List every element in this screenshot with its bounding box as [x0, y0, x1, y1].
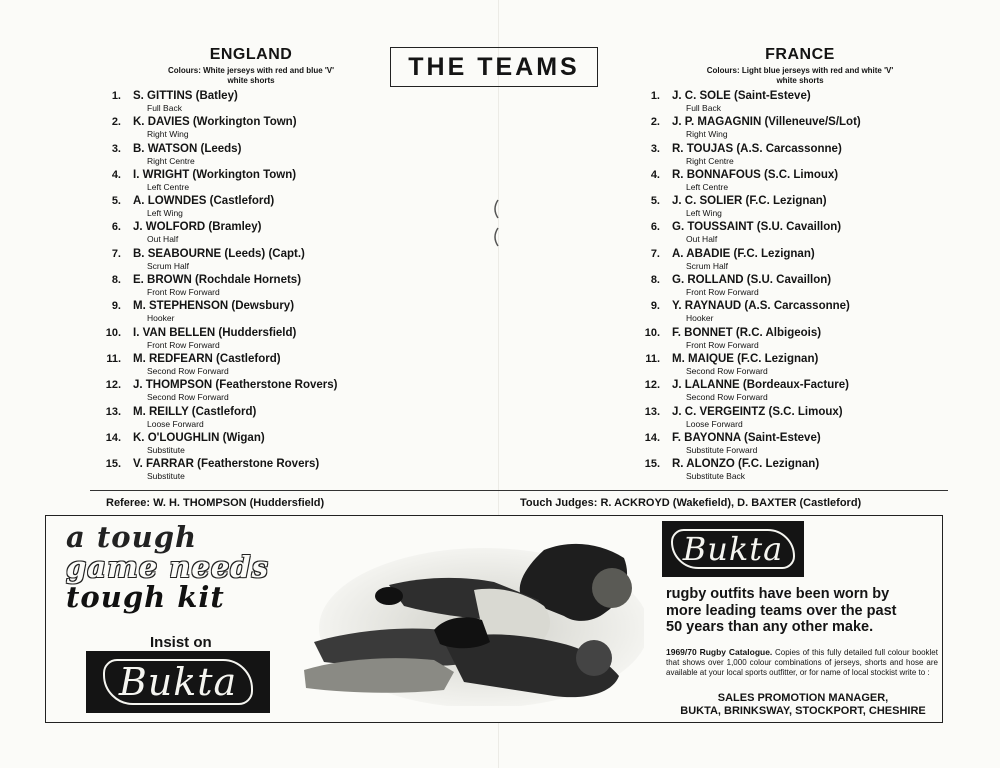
- player-entry: [101, 405, 401, 431]
- player-entry: [640, 352, 960, 378]
- player-entry: [640, 299, 960, 325]
- player-name: G. ROLLAND (S.U. Cavaillon): [672, 274, 832, 287]
- player-number: 10.: [644, 326, 660, 339]
- player-position: Out Half: [686, 234, 718, 245]
- player-number: 14.: [644, 431, 660, 444]
- player-position: Second Row Forward: [686, 392, 768, 403]
- player-position: Hooker: [147, 313, 175, 324]
- player-list: [640, 89, 960, 483]
- player-name: J. THOMPSON (Featherstone Rovers): [133, 379, 338, 392]
- player-position: Second Row Forward: [147, 365, 229, 376]
- staple-mark: [492, 198, 502, 248]
- player-number: 11.: [645, 352, 660, 365]
- player-position: Substitute Back: [686, 471, 746, 482]
- player-entry: [640, 168, 960, 194]
- player-name: F. BAYONNA (Saint-Esteve): [672, 431, 821, 444]
- player-position: Loose Forward: [686, 418, 743, 429]
- contact-address: SALES PROMOTION MANAGER, BUKTA, BRINKSWAY, STOCKPORT, CHESHIRE: [680, 692, 926, 717]
- player-number: 12.: [105, 379, 121, 392]
- player-number: 8.: [111, 274, 121, 287]
- player-position: Hooker: [686, 313, 714, 324]
- player-number: 5.: [650, 195, 660, 208]
- player-name: J. C. SOLE (Saint-Esteve): [672, 90, 811, 102]
- advert-claim: rugby outfits have been worn by more leading teams over the past 50 years than any other make.: [666, 586, 897, 635]
- player-name: V. FARRAR (Featherstone Rovers): [133, 458, 320, 471]
- player-number: 13.: [644, 405, 660, 418]
- player-name: J. P. MAGAGNIN (Villeneuve/S/Lot): [672, 116, 861, 129]
- player-number: 15.: [644, 458, 660, 471]
- player-position: Front Row Forward: [147, 287, 220, 298]
- player-name: R. BONNAFOUS (S.C. Limoux): [672, 168, 839, 181]
- player-entry: [640, 457, 960, 483]
- player-number: 3.: [650, 142, 660, 155]
- player-number: 8.: [650, 274, 660, 287]
- player-entry: [101, 378, 401, 404]
- player-entry: [101, 220, 401, 246]
- player-entry: [640, 115, 960, 141]
- player-name: K. O'LOUGHLIN (Wigan): [133, 431, 265, 444]
- player-name: J. C. SOLIER (F.C. Lezignan): [672, 195, 827, 208]
- player-position: Left Wing: [147, 208, 183, 219]
- player-entry: [640, 220, 960, 246]
- player-position: Substitute: [147, 444, 185, 455]
- divider-rule: [90, 490, 948, 491]
- player-name: I. WRIGHT (Workington Town): [133, 168, 297, 181]
- player-number: 7.: [111, 247, 121, 260]
- player-name: K. DAVIES (Workington Town): [133, 116, 297, 129]
- advert-slogan: a tough game needs tough kit: [66, 520, 269, 614]
- player-number: 11.: [106, 352, 121, 365]
- player-entry: [101, 457, 401, 483]
- france-team: [640, 46, 960, 483]
- player-list: [101, 89, 401, 483]
- player-number: 4.: [111, 168, 121, 181]
- team-name: FRANCE: [765, 46, 835, 63]
- player-name: E. BROWN (Rochdale Hornets): [133, 274, 302, 287]
- rugby-tackle-photo: [294, 530, 644, 706]
- player-position: Out Half: [147, 234, 179, 245]
- player-number: 9.: [111, 300, 121, 313]
- england-team: [101, 46, 401, 483]
- player-position: Left Centre: [686, 181, 729, 192]
- player-number: 1.: [650, 90, 660, 102]
- player-entry: [640, 194, 960, 220]
- player-entry: [640, 378, 960, 404]
- player-name: R. TOUJAS (A.S. Carcassonne): [672, 142, 842, 155]
- player-position: Substitute: [147, 471, 185, 482]
- player-name: M. REILLY (Castleford): [133, 405, 257, 418]
- player-position: Full Back: [147, 103, 182, 113]
- player-number: 14.: [105, 431, 121, 444]
- bukta-logo: Bukta: [662, 521, 804, 577]
- player-name: S. GITTINS (Batley): [133, 90, 238, 102]
- bukta-logo: Bukta: [86, 651, 270, 713]
- player-position: Right Wing: [686, 129, 728, 140]
- player-number: 5.: [111, 195, 121, 208]
- player-entry: [640, 405, 960, 431]
- player-number: 4.: [650, 168, 660, 181]
- player-position: Scrum Half: [147, 260, 190, 271]
- player-number: 6.: [650, 221, 660, 234]
- player-name: B. SEABOURNE (Leeds) (Capt.): [133, 247, 305, 260]
- player-position: Right Centre: [147, 155, 195, 166]
- player-position: Full Back: [686, 103, 721, 113]
- player-number: 12.: [644, 379, 660, 392]
- player-entry: [640, 247, 960, 273]
- insist-on-text: Insist on: [150, 634, 212, 651]
- player-number: 6.: [111, 221, 121, 234]
- player-entry: [101, 326, 401, 352]
- player-position: Second Row Forward: [147, 392, 229, 403]
- player-entry: [101, 247, 401, 273]
- player-name: G. TOUSSAINT (S.U. Cavaillon): [672, 221, 842, 234]
- player-number: 9.: [650, 300, 660, 313]
- player-name: I. VAN BELLEN (Huddersfield): [133, 326, 297, 339]
- player-number: 15.: [105, 458, 121, 471]
- player-entry: [101, 273, 401, 299]
- player-entry: [101, 431, 401, 457]
- player-name: Y. RAYNAUD (A.S. Carcassonne): [672, 300, 850, 313]
- player-name: M. REDFEARN (Castleford): [133, 352, 281, 365]
- player-entry: [101, 89, 401, 115]
- page-title: THE TEAMS: [390, 47, 598, 87]
- player-name: R. ALONZO (F.C. Lezignan): [672, 458, 820, 471]
- player-number: 2.: [650, 116, 660, 129]
- team-colours: Colours: White jerseys with red and blue 'V' white shorts: [167, 66, 335, 85]
- player-position: Substitute Forward: [686, 444, 758, 455]
- player-entry: [640, 326, 960, 352]
- player-name: M. MAIQUE (F.C. Lezignan): [672, 352, 819, 365]
- player-position: Right Wing: [147, 129, 189, 140]
- referee: Referee: W. H. THOMPSON (Huddersfield): [106, 497, 325, 509]
- player-position: Left Centre: [147, 181, 190, 192]
- player-entry: [101, 352, 401, 378]
- player-number: 1.: [111, 90, 121, 102]
- player-name: F. BONNET (R.C. Albigeois): [672, 326, 822, 339]
- player-number: 2.: [111, 116, 121, 129]
- player-position: Scrum Half: [686, 260, 729, 271]
- team-colours: Colours: Light blue jerseys with red and white 'V' white shorts: [706, 66, 894, 85]
- player-position: Front Row Forward: [686, 287, 759, 298]
- catalogue-text: 1969/70 Rugby Catalogue. Copies of this fully detailed full colour booklet that shows over 1,000 colour combinations of jerseys, shorts and hose are available at your local sports outfitter, or for name of local stockist write to :: [666, 647, 938, 677]
- player-number: 13.: [105, 405, 121, 418]
- player-number: 10.: [105, 326, 121, 339]
- player-entry: [101, 142, 401, 168]
- player-name: A. LOWNDES (Castleford): [133, 195, 275, 208]
- player-position: Second Row Forward: [686, 365, 768, 376]
- player-entry: [640, 431, 960, 457]
- player-name: A. ABADIE (F.C. Lezignan): [672, 247, 815, 260]
- player-position: Loose Forward: [147, 418, 204, 429]
- player-position: Left Wing: [686, 208, 722, 219]
- player-number: 7.: [650, 247, 660, 260]
- bukta-advert: [45, 515, 943, 723]
- player-position: Right Centre: [686, 155, 734, 166]
- player-entry: [640, 89, 960, 115]
- player-name: J. WOLFORD (Bramley): [133, 221, 262, 234]
- player-entry: [101, 168, 401, 194]
- touch-judges: Touch Judges: R. ACKROYD (Wakefield), D. BAXTER (Castleford): [520, 497, 862, 509]
- player-entry: [101, 194, 401, 220]
- player-number: 3.: [111, 142, 121, 155]
- player-name: J. C. VERGEINTZ (S.C. Limoux): [672, 405, 843, 418]
- player-name: M. STEPHENSON (Dewsbury): [133, 300, 295, 313]
- player-position: Front Row Forward: [147, 339, 220, 350]
- player-entry: [101, 115, 401, 141]
- player-entry: [640, 142, 960, 168]
- player-position: Front Row Forward: [686, 339, 759, 350]
- player-entry: [640, 273, 960, 299]
- player-name: B. WATSON (Leeds): [133, 142, 242, 155]
- player-name: J. LALANNE (Bordeaux-Facture): [672, 379, 849, 392]
- team-name: ENGLAND: [209, 46, 293, 63]
- player-entry: [101, 299, 401, 325]
